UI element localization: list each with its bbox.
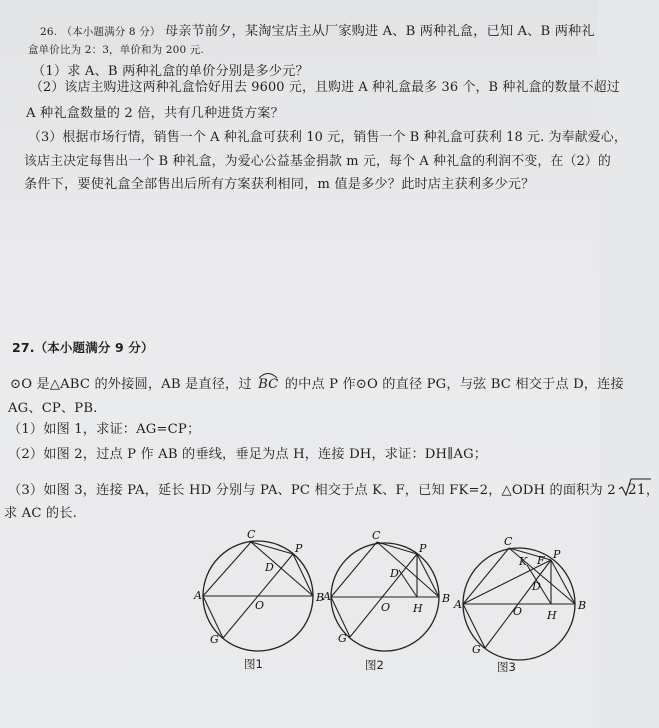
- figure-3-caption: 图3: [497, 660, 516, 674]
- label-a: A: [454, 598, 462, 611]
- label-k: K: [519, 555, 528, 568]
- label-p: P: [295, 542, 303, 555]
- q26-part-3-cont-2: 条件下，要使礼盒全部售出后所有方案获利相同，m 值是多少？此时店主获利多少元？: [24, 177, 535, 192]
- label-c: C: [247, 528, 256, 541]
- label-h: H: [413, 602, 423, 615]
- label-d: D: [265, 561, 274, 574]
- label-d: D: [390, 567, 399, 580]
- label-o: O: [513, 605, 523, 618]
- q26-number: 26.: [40, 26, 58, 38]
- q26-part-1: （1）求 A、B 两种礼盒的单价分别是多少元？: [32, 64, 309, 79]
- q27-line-2: AG、CP、PB.: [8, 401, 98, 416]
- label-p: P: [553, 548, 561, 561]
- label-g: G: [338, 632, 347, 645]
- arc-bc-label: BC: [258, 377, 279, 392]
- q27-part-3-cont: 求 AC 的长.: [4, 506, 77, 521]
- q27-part-3-comma: ，: [645, 483, 659, 498]
- label-p: P: [419, 542, 427, 555]
- label-b: B: [316, 591, 325, 604]
- q26-part-2: （2）该店主购进这两种礼盒恰好用去 9600 元，且购进 A 种礼盒最多 36 个，B 种礼盒的数量不超过: [30, 80, 620, 95]
- label-f: F: [537, 554, 545, 567]
- figure-1-diagram: [195, 528, 325, 653]
- label-g: G: [472, 643, 481, 656]
- q27-heading: 27.（本小题满分 9 分）: [12, 340, 154, 355]
- q26-line-1: [40, 20, 595, 39]
- q27-part-3-text: （3）如图 3，连接 PA，延长 HD 分别与 PA、PC 相交于点 K、F，已知 FK=2，△ODH 的面积为 2: [8, 483, 616, 498]
- arc-mark-icon: [257, 371, 279, 379]
- q27-line-1: [10, 373, 624, 392]
- q27-part-3: [8, 479, 659, 498]
- label-o: O: [255, 599, 265, 612]
- figure-2-caption: 图2: [365, 658, 384, 672]
- figure-1: [195, 528, 325, 653]
- figure-2: [325, 530, 455, 655]
- label-g: G: [210, 633, 219, 646]
- sqrt-21: [618, 482, 646, 498]
- label-c: C: [372, 529, 381, 542]
- figure-2-diagram: [325, 530, 455, 655]
- label-h: H: [547, 609, 557, 622]
- figure-3-diagram: [455, 532, 595, 660]
- label-b: B: [578, 599, 587, 612]
- sqrt-radicand: 21: [627, 482, 646, 498]
- q26-part-3: （3）根据市场行情，销售一个 A 种礼盒可获利 10 元，销售一个 B 种礼盒可获利 18 元. 为奉献爱心，: [28, 130, 627, 145]
- label-a: A: [194, 589, 202, 602]
- label-c: C: [504, 535, 513, 548]
- q27-part-2: （2）如图 2，过点 P 作 AB 的垂线，垂足为点 H，连接 DH，求证：DH∥AG；: [8, 447, 488, 462]
- q27-intro-b: 的中点 P 作⊙O 的直径 PG，与弦 BC 相交于点 D，连接: [284, 377, 624, 392]
- q26-line-2: 盒单价比为 2：3，单价和为 200 元.: [28, 44, 204, 56]
- label-o: O: [381, 601, 391, 614]
- label-b: B: [442, 592, 451, 605]
- label-a: A: [323, 590, 331, 603]
- q27-part-1: （1）如图 1，求证：AG=CP；: [8, 422, 201, 437]
- q26-part-2-cont: A 种礼盒数量的 2 倍，共有几种进货方案？: [26, 106, 284, 121]
- q26-score: （本小题满分 8 分）: [61, 26, 161, 38]
- q26-intro-text: 母亲节前夕，某淘宝店主从厂家购进 A、B 两种礼盒，已知 A、B 两种礼: [164, 24, 595, 39]
- figure-1-caption: 图1: [244, 657, 263, 671]
- q27-intro-a: ⊙O 是△ABC 的外接圆，AB 是直径，过: [10, 377, 252, 392]
- arc-bc: [256, 377, 280, 392]
- figure-3: [455, 532, 595, 660]
- q26-part-3-cont-1: 该店主决定每售出一个 B 种礼盒，为爱心公益基金捐款 m 元，每个 A 种礼盒的利润不变，在（2）的: [24, 154, 611, 169]
- label-d: D: [532, 580, 541, 593]
